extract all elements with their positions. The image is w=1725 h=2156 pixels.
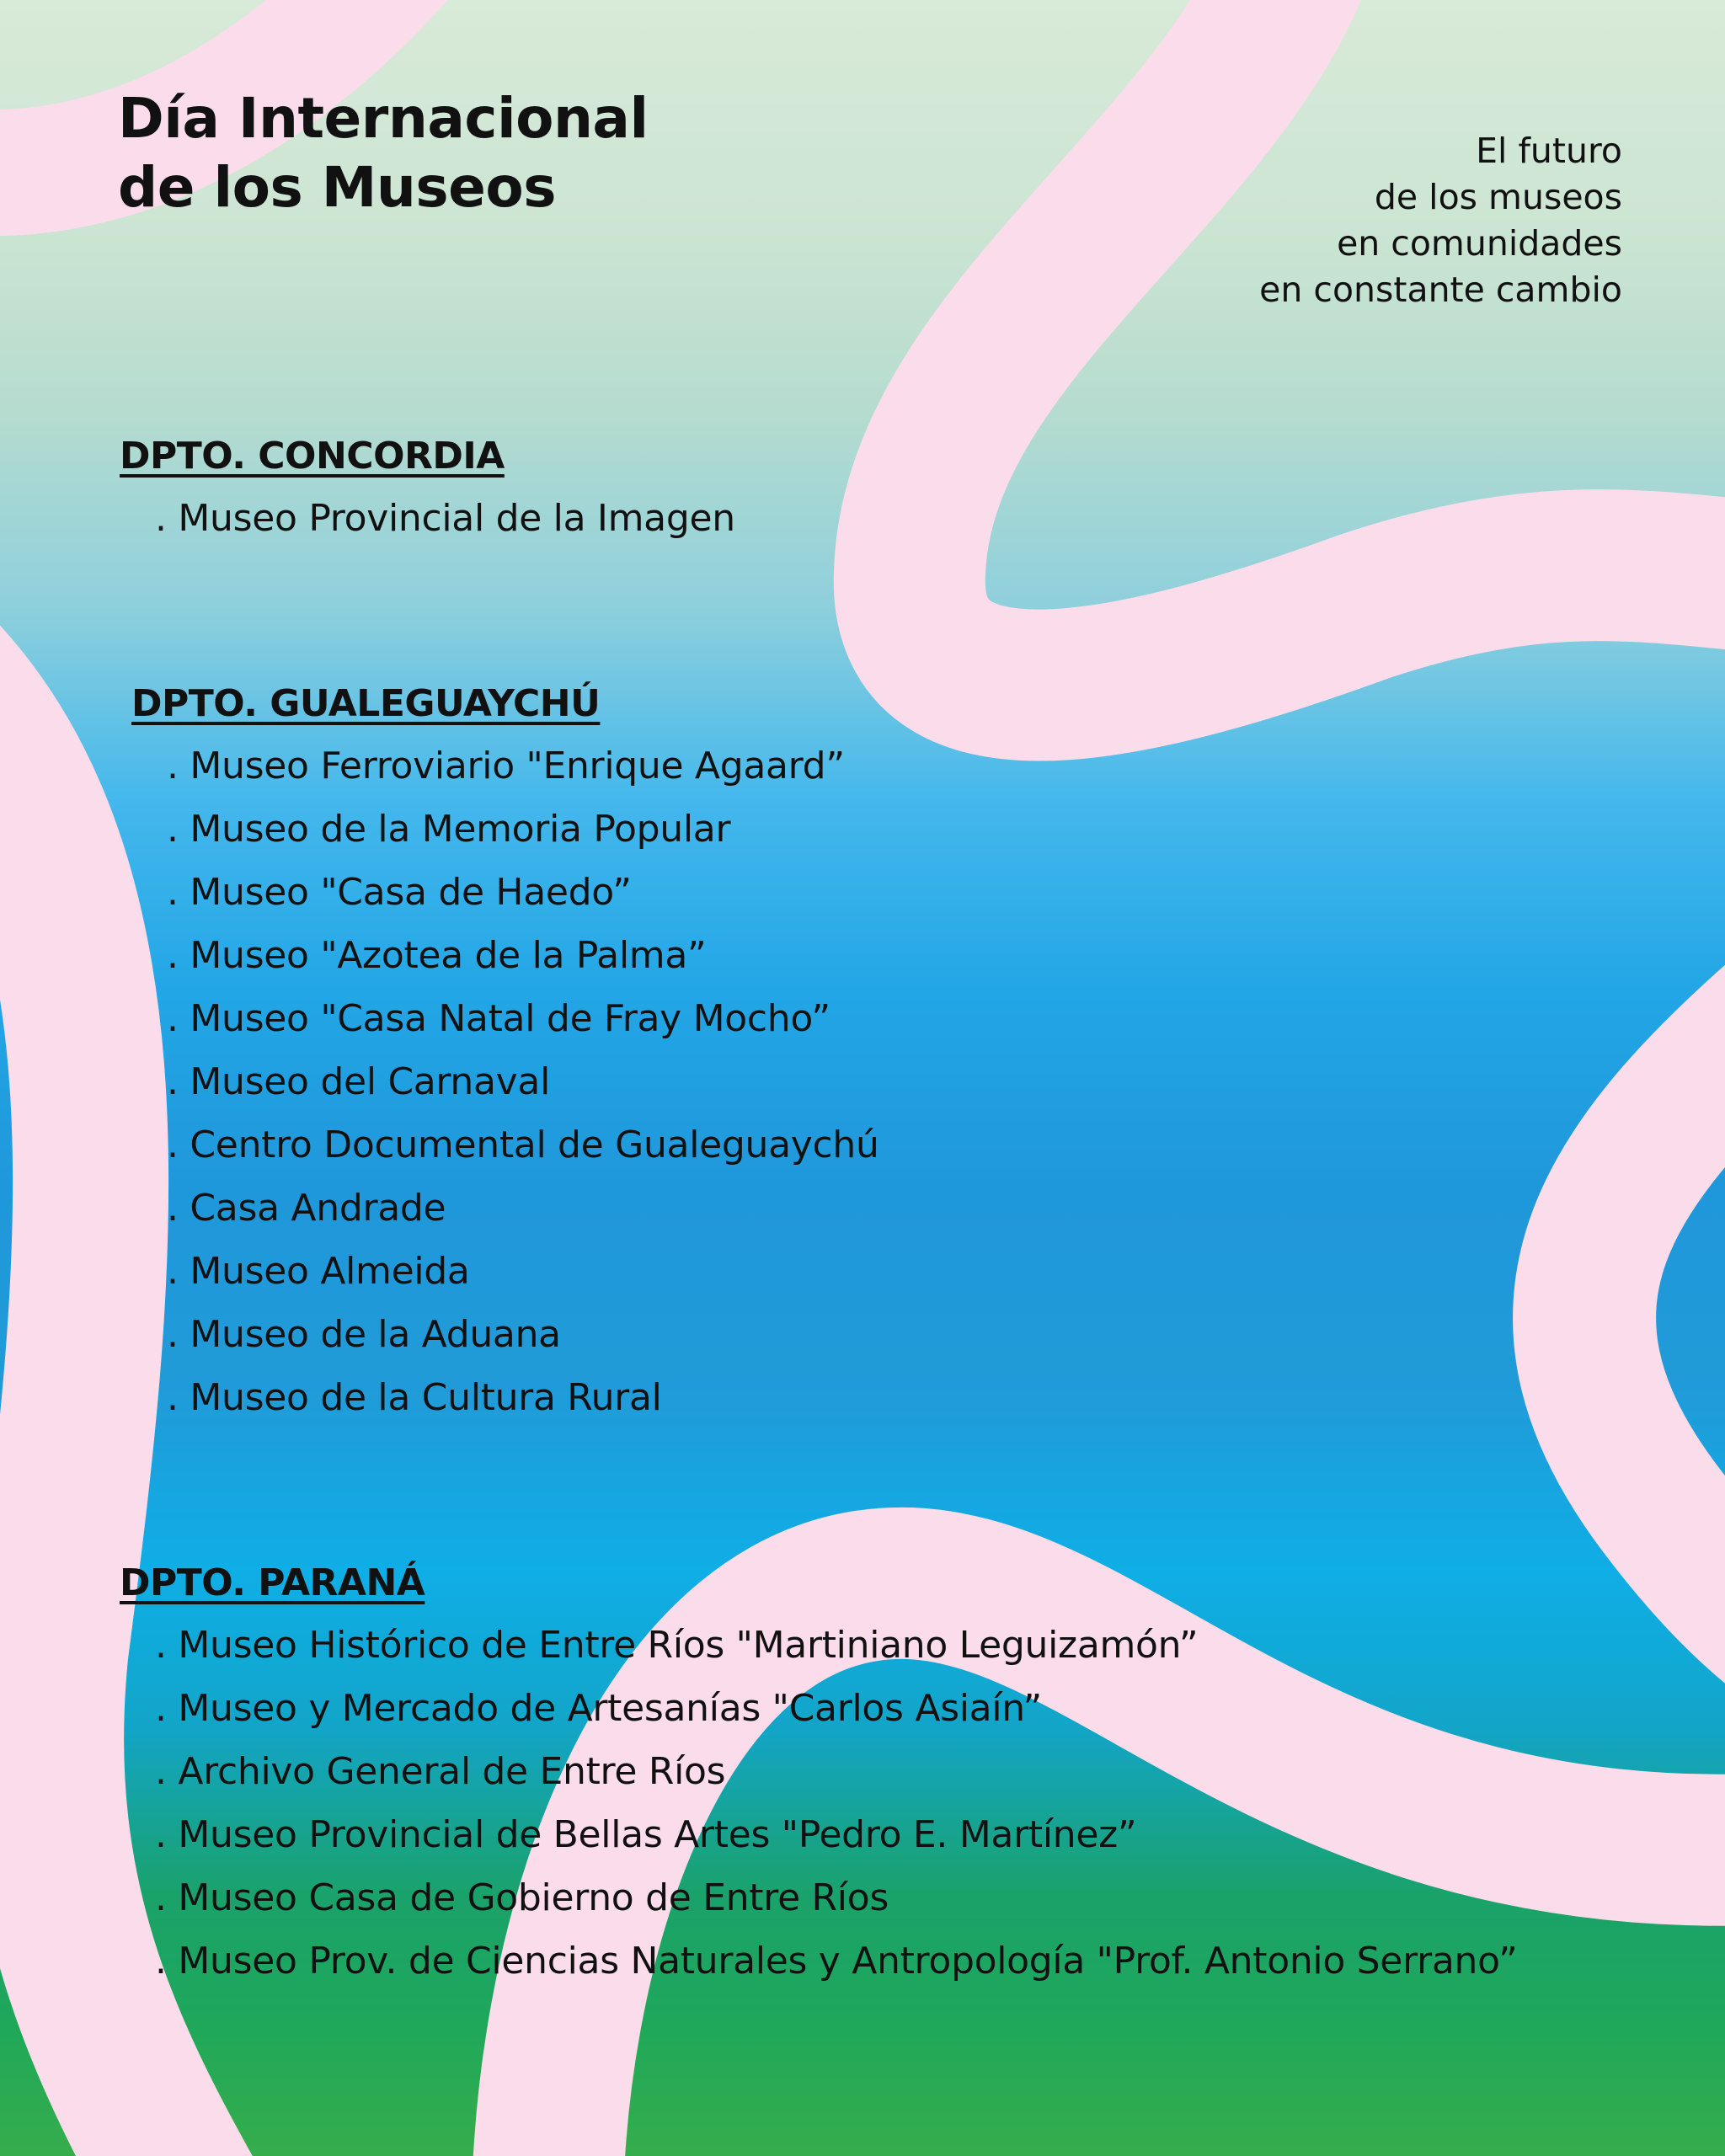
dept-heading-gualeguaychu: DPTO. GUALEGUAYCHÚ [131, 682, 601, 725]
list-item: . Museo "Casa de Haedo” [167, 871, 632, 914]
tagline [1259, 128, 1622, 313]
list-item: . Museo Prov. de Ciencias Naturales y Antropología "Prof. Antonio Serrano” [155, 1940, 1518, 1983]
dept-gualeguaychu [131, 682, 879, 1429]
dept-parana [120, 1561, 1518, 1993]
list-item: . Museo Ferroviario "Enrique Agaard” [167, 744, 845, 787]
page-title [118, 84, 649, 222]
dept-concordia [120, 435, 735, 550]
museum-list-gualeguaychu [167, 734, 879, 1429]
title-line-2: de los Museos [118, 155, 557, 220]
list-item: . Museo Provincial de la Imagen [155, 497, 735, 540]
list-item: . Museo Almeida [167, 1250, 470, 1293]
list-item: . Museo de la Aduana [167, 1313, 561, 1356]
tagline-line-3: en comunidades [1337, 223, 1622, 264]
list-item: . Museo Provincial de Bellas Artes "Pedro E. Martínez” [155, 1813, 1137, 1856]
list-item: . Museo y Mercado de Artesanías "Carlos Asiaín” [155, 1687, 1042, 1730]
tagline-line-4: en constante cambio [1259, 270, 1622, 310]
tagline-line-2: de los museos [1374, 177, 1622, 217]
dept-heading-concordia: DPTO. CONCORDIA [120, 435, 505, 478]
list-item: . Archivo General de Entre Ríos [155, 1750, 726, 1793]
ribbon-right-edge [1584, 985, 1725, 1684]
list-item: . Museo Casa de Gobierno de Entre Ríos [155, 1876, 889, 1919]
list-item: . Centro Documental de Gualeguaychú [167, 1123, 879, 1166]
list-item: . Museo Histórico de Entre Ríos "Martiniano Leguizamón” [155, 1624, 1199, 1667]
museum-list-concordia [155, 487, 735, 550]
list-item: . Museo "Azotea de la Palma” [167, 934, 707, 977]
list-item: . Museo de la Cultura Rural [167, 1376, 662, 1419]
list-item: . Casa Andrade [167, 1187, 446, 1230]
list-item: . Museo de la Memoria Popular [167, 808, 731, 851]
tagline-line-1: El futuro [1476, 131, 1622, 171]
list-item: . Museo del Carnaval [167, 1060, 551, 1103]
list-item: . Museo "Casa Natal de Fray Mocho” [167, 997, 830, 1040]
ribbon-top-right [910, 0, 1725, 686]
dept-heading-parana: DPTO. PARANÁ [120, 1561, 425, 1604]
museum-list-parana [155, 1614, 1518, 1993]
title-line-1: Día Internacional [118, 86, 649, 151]
